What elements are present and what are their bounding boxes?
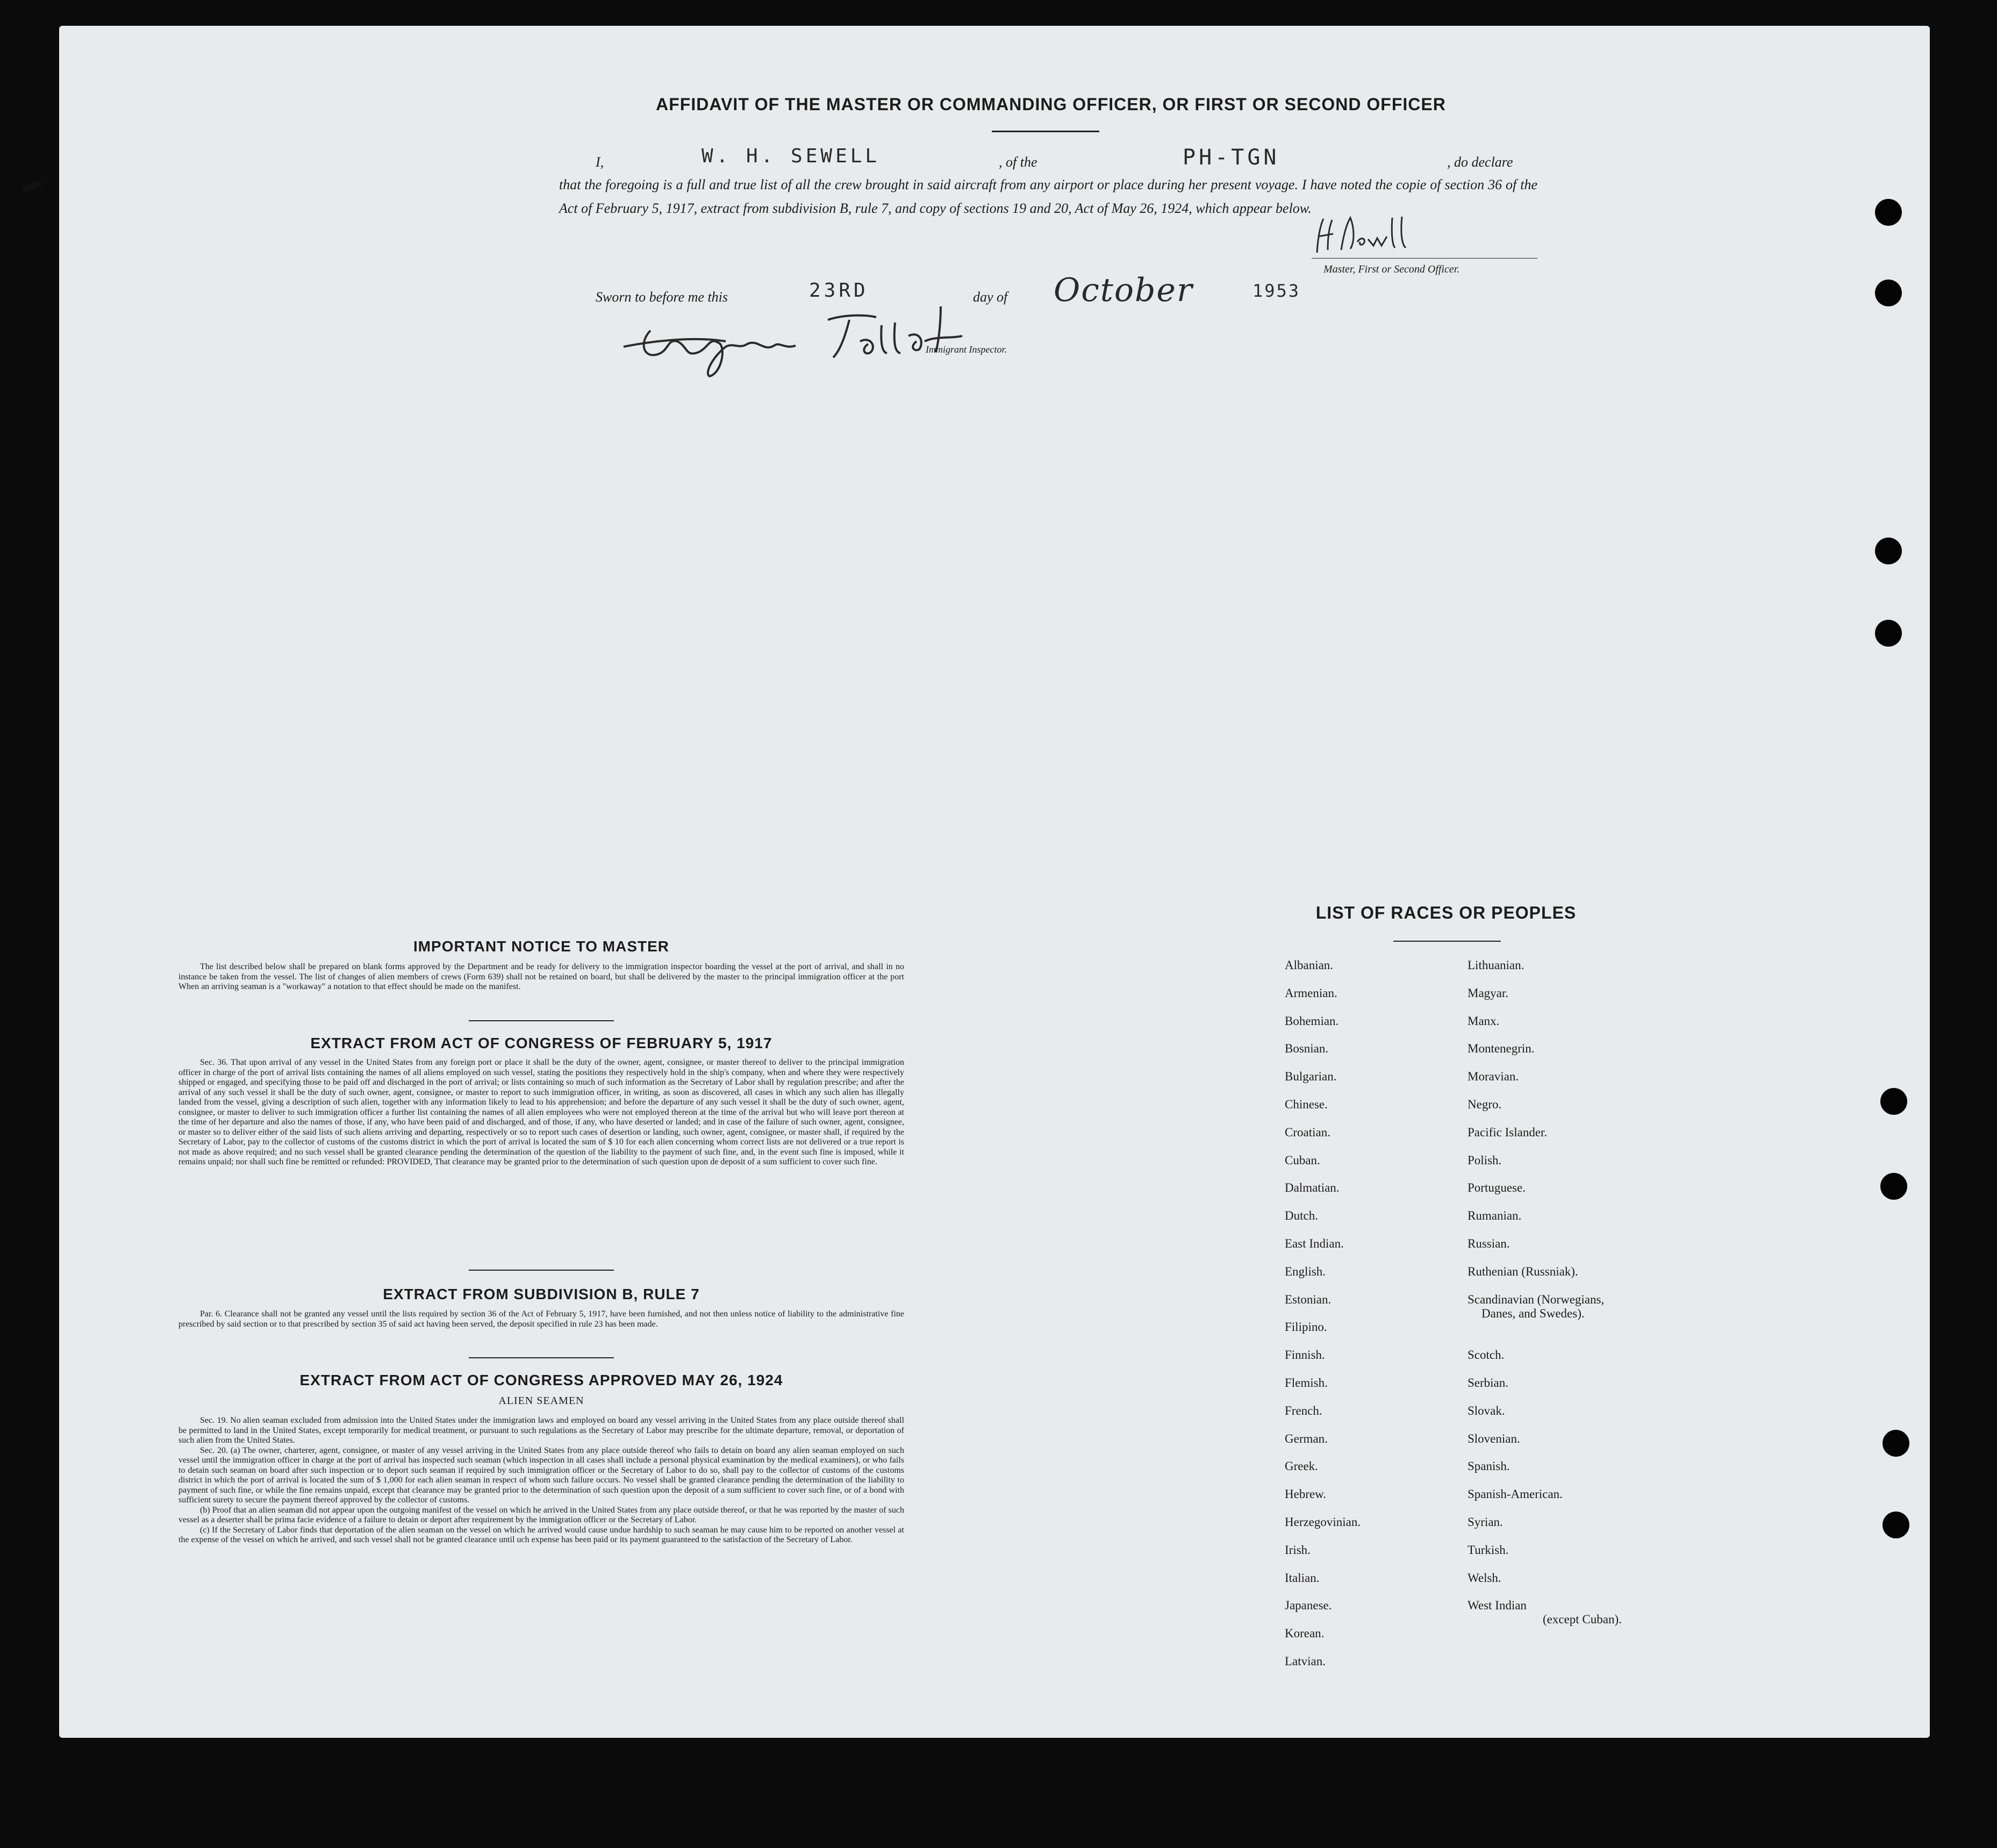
- race-item: Serbian.: [1468, 1376, 1509, 1389]
- race-item: Croatian.: [1285, 1125, 1330, 1139]
- sec20b-paragraph: (b) Proof that an alien seaman did not appear upon the outgoing manifest of the vessel on which he arrived in the United States from any place outside thereof, or that he was reported by the master of such vessel as a deserter shall be prima facie evidence of a failure to detain or deport after requirement by the immigration officer or the Secretary of Labor.: [178, 1505, 904, 1524]
- race-item: Latvian.: [1285, 1654, 1326, 1668]
- affidavit-body: that the foregoing is a full and true list of all the crew brought in said aircraft from any airport or place during her present voyage. I have noted the copie of section 36 of the Act of February 5, 1917, extract from subdivision B, rule 7, and copy of sections 19 and 20, Act of May 26, 1924, which appear below.: [559, 177, 1537, 216]
- race-item: Portuguese.: [1468, 1181, 1526, 1195]
- race-item: Estonian.: [1285, 1292, 1332, 1306]
- do-declare-text: , do declare: [1447, 154, 1513, 170]
- race-item: Moravian.: [1468, 1070, 1519, 1084]
- race-item-line2: (except Cuban).: [1543, 1613, 1622, 1627]
- master-signature: [1312, 212, 1462, 271]
- race-item: Scotch.: [1468, 1348, 1505, 1362]
- race-item: Turkish.: [1468, 1543, 1509, 1557]
- par6-paragraph: Par. 6. Clearance shall not be granted any vessel until the lists required by section 36 of the Act of February 5, 1917, have been furnished, and not then unless notice of liability to the administrative fine prescribed by said section or to that prescribed by section 35 of said act having been served, the deposit specified in rule 23 has been made.: [178, 1309, 904, 1329]
- aircraft-id: PH-TGN: [1183, 145, 1280, 170]
- divider-2: [469, 1270, 614, 1271]
- punch-hole: [1880, 1173, 1907, 1200]
- race-item: Finnish.: [1285, 1348, 1325, 1362]
- extract-1924-title: EXTRACT FROM ACT OF CONGRESS APPROVED MAY 26, 1924: [299, 1372, 783, 1388]
- race-item: Pacific Islander.: [1468, 1125, 1548, 1139]
- extract-rule7-title: EXTRACT FROM SUBDIVISION B, RULE 7: [383, 1286, 700, 1302]
- alien-seamen-subtitle: ALIEN SEAMEN: [498, 1395, 584, 1407]
- race-item: Magyar.: [1468, 986, 1509, 1000]
- affidavit-i: I,: [596, 154, 604, 170]
- day-of-text: day of: [973, 289, 1008, 305]
- officer-label: Master, First or Second Officer.: [1323, 263, 1460, 275]
- races-column-1: [1285, 958, 1361, 1682]
- race-item: Rumanian.: [1468, 1209, 1522, 1223]
- ink-speck: [21, 180, 44, 194]
- race-item-multiline: [1468, 1293, 1622, 1349]
- race-item: Welsh.: [1468, 1571, 1501, 1585]
- races-column-2: [1468, 958, 1622, 1631]
- race-item: Albanian.: [1285, 958, 1334, 972]
- race-item: Herzegovinian.: [1285, 1515, 1361, 1529]
- race-item: Bohemian.: [1285, 1014, 1339, 1028]
- punch-hole: [1880, 1088, 1907, 1115]
- notice-text: [178, 962, 904, 992]
- sec36-paragraph: Sec. 36. That upon arrival of any vessel in the United States from any foreign port or place it shall be the duty of the owner, agent, consignee, or master thereof to deliver to the principal immigration officer in charge of the port of arrival lists containing the names of all aliens employed on such vessel, stating the positions they respectively hold in the ship's company, when and where they were respectively shipped or engaged, and specifying those to be paid off and discharged in the port of arrival; or lists containing so much of such information as the Secretary of Labor shall by regulation prescribe; and after the arrival of any such vessel it shall be the duty of such owner, agent, consignee, or master to report to such immigration officer, in writing, as soon as discovered, all cases in which any such alien has illegally landed from the vessel, giving a description of such alien, together with any information likely to lead to his apprehension; and before the departure of any such vessel it shall be the duty of such owner, agent, consignee, or master to deliver to such immigration officer a further list containing the names of all alien employees who were not employed thereon at the time of the arrival but who will leave port thereon at the time of her departure and also the names of those, if any, who have been paid of and discharged, and of those, if any, who have deserted or landed; and in case of the failure of such owner, agent, consignee, or master so to deliver either of the said lists of such aliens arriving and departing, respectively or so to report such cases of desertion or landing, such owner, agent, consignee, or master shall, if required by the Secretary of Labor, pay to the collector of customs of the customs district in which the port of arrival is located the sum of $ 10 for each alien concerning whom correct lists are not delivered or a true report is not made as above required; and no such vessel shall be granted clearance pending the determination of the question of the liability to the payment of such fine, and, in the event such fine is imposed, while it remains unpaid; nor shall such fine be remitted or refunded: PROVIDED, That clearance may be granted prior to the determination of such question upon de deposit of a sum sufficient to cover such fine.: [178, 1058, 904, 1166]
- race-item: Korean.: [1285, 1627, 1325, 1641]
- punch-hole: [1875, 199, 1902, 226]
- notice-title: IMPORTANT NOTICE TO MASTER: [413, 938, 670, 955]
- race-item-line1: West Indian: [1468, 1599, 1527, 1613]
- of-the-text: , of the: [999, 154, 1037, 170]
- race-item: Hebrew.: [1285, 1487, 1327, 1501]
- extract-1924-text: [178, 1416, 904, 1545]
- race-item-multiline: [1468, 1599, 1622, 1631]
- race-item-line2: Danes, and Swedes).: [1481, 1306, 1585, 1320]
- punch-hole: [1883, 1430, 1909, 1457]
- sworn-year: 1953: [1252, 281, 1301, 301]
- race-item: Italian.: [1285, 1571, 1320, 1585]
- race-item: Bosnian.: [1285, 1042, 1329, 1056]
- extract-rule7-text: [178, 1309, 904, 1329]
- punch-hole: [1875, 620, 1902, 647]
- race-item: Russian.: [1468, 1236, 1510, 1250]
- sec20c-paragraph: (c) If the Secretary of Labor finds that deportation of the alien seaman on the vessel on which he arrived would cause undue hardship to such seaman he may cause him to be reported on another vessel at the expense of the vessel on which he arrived, and such vessel shall not be granted clearance until uch expense has been paid or its payment guaranteed to the satisfaction of the Secretary of Labor.: [178, 1525, 904, 1544]
- race-item: Montenegrin.: [1468, 1042, 1535, 1056]
- notice-paragraph: The list described below shall be prepared on blank forms approved by the Department and be ready for delivery to the immigration inspector boarding the vessel at the port of arrival, and shall in no instance be taken from the vessel. The list of changes of alien members of crews (Form 639) shall not be retained on board, but shall be delivered by the master to the principal immigration officer at the port When an arriving seaman is a "workaway" a notation to that effect should be made on the manifest.: [178, 962, 904, 991]
- inspector-label: Immigrant Inspector.: [926, 344, 1007, 355]
- race-item: Slovak.: [1468, 1403, 1505, 1417]
- race-item: Spanish.: [1468, 1459, 1510, 1473]
- affidavit-title: AFFIDAVIT OF THE MASTER OR COMMANDING OFFICER, OR FIRST OR SECOND OFFICER: [656, 95, 1446, 114]
- race-item: Greek.: [1285, 1459, 1318, 1473]
- divider-1: [469, 1020, 614, 1021]
- races-title: LIST OF RACES OR PEOPLES: [1315, 903, 1577, 922]
- punch-hole: [1875, 538, 1902, 564]
- races-divider: [1393, 941, 1501, 942]
- divider-3: [469, 1357, 614, 1358]
- race-item: German.: [1285, 1431, 1328, 1445]
- punch-hole: [1875, 280, 1902, 306]
- race-item: Armenian.: [1285, 986, 1337, 1000]
- race-item: Filipino.: [1285, 1320, 1327, 1334]
- title-divider: [992, 131, 1099, 132]
- race-item: Spanish-American.: [1468, 1487, 1563, 1501]
- inspector-signature: [618, 298, 994, 384]
- race-item: Polish.: [1468, 1153, 1502, 1167]
- race-item: Slovenian.: [1468, 1431, 1520, 1445]
- punch-hole: [1883, 1512, 1909, 1538]
- race-item: Irish.: [1285, 1543, 1311, 1557]
- race-item: Negro.: [1468, 1097, 1502, 1111]
- race-item: Bulgarian.: [1285, 1070, 1337, 1084]
- sec20a-paragraph: Sec. 20. (a) The owner, charterer, agent, consignee, or master of any vessel arriving in the United States from any place outside thereof who fails to detain on board any alien seaman employed on such vessel until the immigration officer in charge at the port of arrival has inspected such seaman (which inspection in all cases shall include a personal physical examination by the medical examiners), or who fails to detain such seaman on board after such inspection or to deport such seaman if required by such immigration officer or the Secretary of Labor to do so, shall pay to the collector of customs of the customs district in which the port of arrival is located the sum of $ 1,000 for each alien seaman in respect of whom such failure occurs. No vessel shall be granted clearance pending the determination of the liability to payment of such fine, or while the fine remains unpaid, except that clearance may be granted prior to the determination of such question upon the deposit of a sum sufficient to cover such fine, or of a bond with sufficient surety to secure the payment thereof approved by the collector of customs.: [178, 1445, 904, 1505]
- race-item: East Indian.: [1285, 1236, 1344, 1250]
- race-item: Lithuanian.: [1468, 958, 1524, 972]
- sworn-prefix: Sworn to before me this: [596, 289, 728, 305]
- sworn-day: 23RD: [809, 280, 869, 302]
- race-item: French.: [1285, 1403, 1322, 1417]
- race-item: Japanese.: [1285, 1599, 1332, 1613]
- signature-line: [1312, 258, 1537, 259]
- race-item: Ruthenian (Russniak).: [1468, 1264, 1578, 1278]
- extract-1917-text: [178, 1058, 904, 1167]
- extract-1917-title: EXTRACT FROM ACT OF CONGRESS OF FEBRUARY 5, 1917: [310, 1035, 772, 1051]
- race-item-line1: Scandinavian (Norwegians,: [1468, 1292, 1605, 1306]
- sec19-paragraph: Sec. 19. No alien seaman excluded from admission into the United States under the immigration laws and employed on board any vessel arriving in the United States from any place outside thereof shall be permitted to land in the United States, except temporarily for medical treatment, or pursuant to such regulations as the Secretary of Labor may prescribe for the ultimate departure, removal, or deportation of such alien from the United States.: [178, 1416, 904, 1445]
- sworn-month: October: [1054, 271, 1193, 309]
- race-item: Dutch.: [1285, 1209, 1318, 1223]
- race-item: Cuban.: [1285, 1153, 1320, 1167]
- race-item: Chinese.: [1285, 1097, 1328, 1111]
- race-item: Manx.: [1468, 1014, 1500, 1028]
- race-item: English.: [1285, 1264, 1326, 1278]
- race-item: Dalmatian.: [1285, 1181, 1340, 1195]
- race-item: Flemish.: [1285, 1376, 1328, 1389]
- race-item: Syrian.: [1468, 1515, 1503, 1529]
- master-name: W. H. SEWELL: [702, 145, 881, 167]
